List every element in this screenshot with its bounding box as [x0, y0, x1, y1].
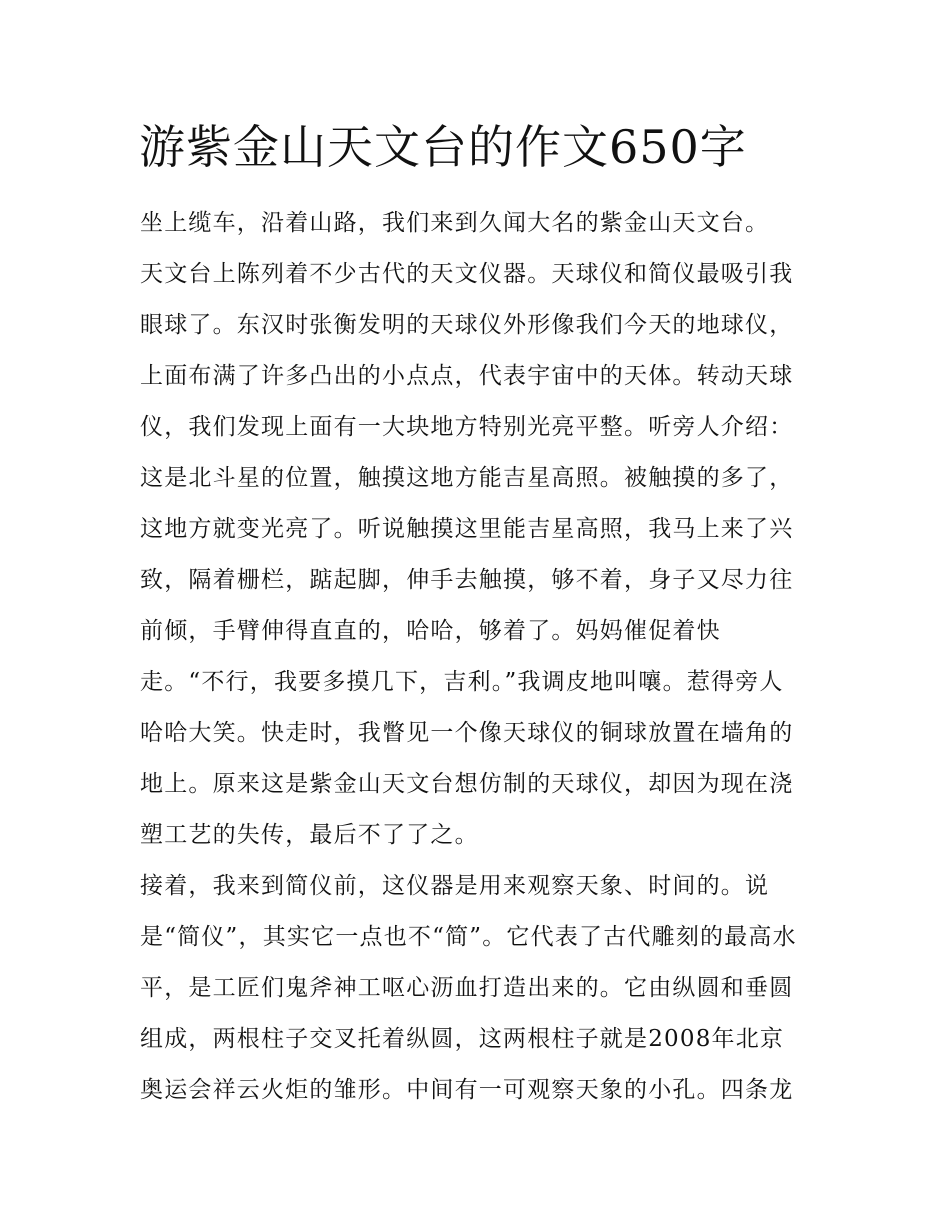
body-line: 坐上缆车，沿着山路，我们来到久闻大名的紫金山天文台。 [140, 210, 770, 236]
body-line: 眼球了。东汉时张衡发明的天球仪外形像我们今天的地球仪， [140, 312, 794, 338]
body-line: 地上。原来这是紫金山天文台想仿制的天球仪，却因为现在浇 [140, 771, 794, 797]
body-line: 这地方就变光亮了。听说触摸这里能吉星高照，我马上来了兴 [140, 516, 794, 542]
body-line: 前倾，手臂伸得直直的，哈哈，够着了。妈妈催促着快 [140, 618, 721, 644]
body-line: 这是北斗星的位置，触摸这地方能吉星高照。被触摸的多了， [140, 465, 794, 491]
body-line: 奥运会祥云火炬的雏形。中间有一可观察天象的小孔。四条龙 [140, 1077, 794, 1103]
body-line: 平，是工匠们鬼斧神工呕心沥血打造出来的。它由纵圆和垂圆 [140, 975, 794, 1001]
body-line: 接着，我来到简仪前，这仪器是用来观察天象、时间的。说 [140, 873, 770, 899]
body-line: 哈哈大笑。快走时，我瞥见一个像天球仪的铜球放置在墙角的 [140, 720, 794, 746]
body-line: 走。“不行，我要多摸几下，吉利。”我调皮地叫嚷。惹得旁人 [140, 669, 784, 695]
body-line: 塑工艺的失传，最后不了了之。 [140, 822, 479, 848]
body-line: 天文台上陈列着不少古代的天文仪器。天球仪和简仪最吸引我 [140, 261, 794, 287]
body-line: 组成，两根柱子交叉托着纵圆，这两根柱子就是2008年北京 [140, 1026, 785, 1052]
body-line: 上面布满了许多凸出的小点点，代表宇宙中的天体。转动天球 [140, 363, 794, 389]
document-title: 游紫金山天文台的作文650字 [139, 120, 747, 174]
body-line: 仪，我们发现上面有一大块地方特别光亮平整。听旁人介绍： [140, 414, 794, 440]
body-line: 是“简仪”，其实它一点也不“简”。它代表了古代雕刻的最高水 [140, 924, 797, 950]
document-body [140, 203, 830, 1121]
body-line: 致，隔着栅栏，踮起脚，伸手去触摸，够不着，身子又尽力往 [140, 567, 794, 593]
